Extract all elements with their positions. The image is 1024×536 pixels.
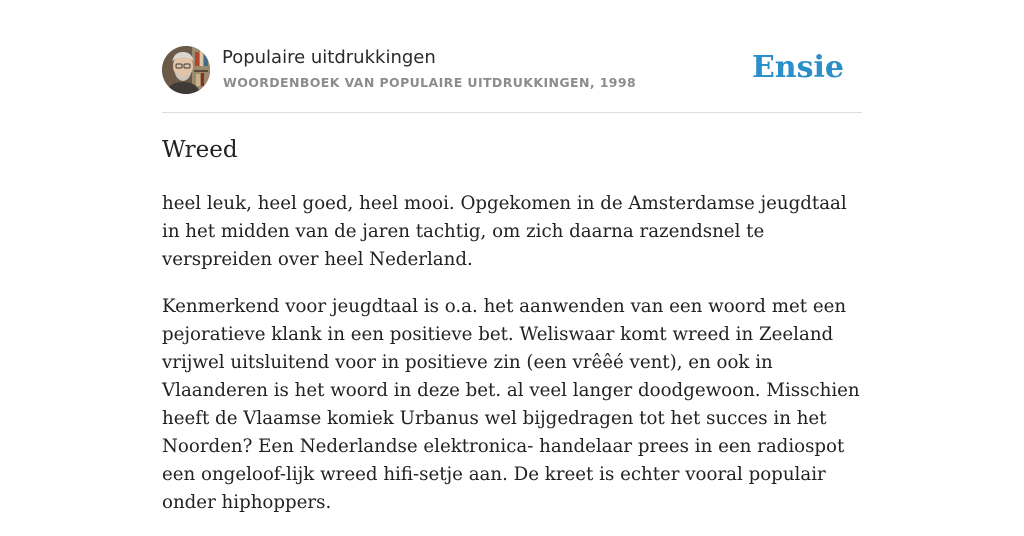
author-photo-icon [162, 46, 210, 94]
entry-header [162, 46, 862, 96]
source-subtitle: WOORDENBOEK VAN POPULAIRE UITDRUKKINGEN, 1998 [223, 75, 637, 90]
ensie-logo[interactable]: Ensie [751, 50, 844, 85]
definition-paragraph: heel leuk, heel goed, heel mooi. Opgekomen in de Amsterdamse jeugdtaal in het midden van de jaren tachtig, om zich daarna razendsnel te verspreiden over heel Nederland. [162, 193, 847, 270]
author-avatar[interactable] [162, 46, 210, 94]
entry-definition [162, 190, 862, 536]
source-title[interactable]: Populaire uitdrukkingen [222, 47, 436, 68]
definition-paragraph: Kenmerkend voor jeugdtaal is o.a. het aanwenden van een woord met een pejoratieve klank in een positieve bet. Weliswaar komt wreed in Zeeland vrijwel uitsluitend voor in positieve zin (een vrêêé vent), en ook in Vlaanderen is het woord in deze bet. al veel langer doodgewoon. Misschien heeft de Vlaamse komiek Urbanus wel bijgedragen tot het succes in het Noorden? Een Nederlandse elektronica- handelaar prees in een radiospot een ongeloof-lijk wreed hifi-setje aan. De kreet is echter vooral populair onder hiphoppers. [162, 296, 860, 513]
entry-word: Wreed [162, 137, 238, 163]
header-divider [162, 112, 862, 113]
